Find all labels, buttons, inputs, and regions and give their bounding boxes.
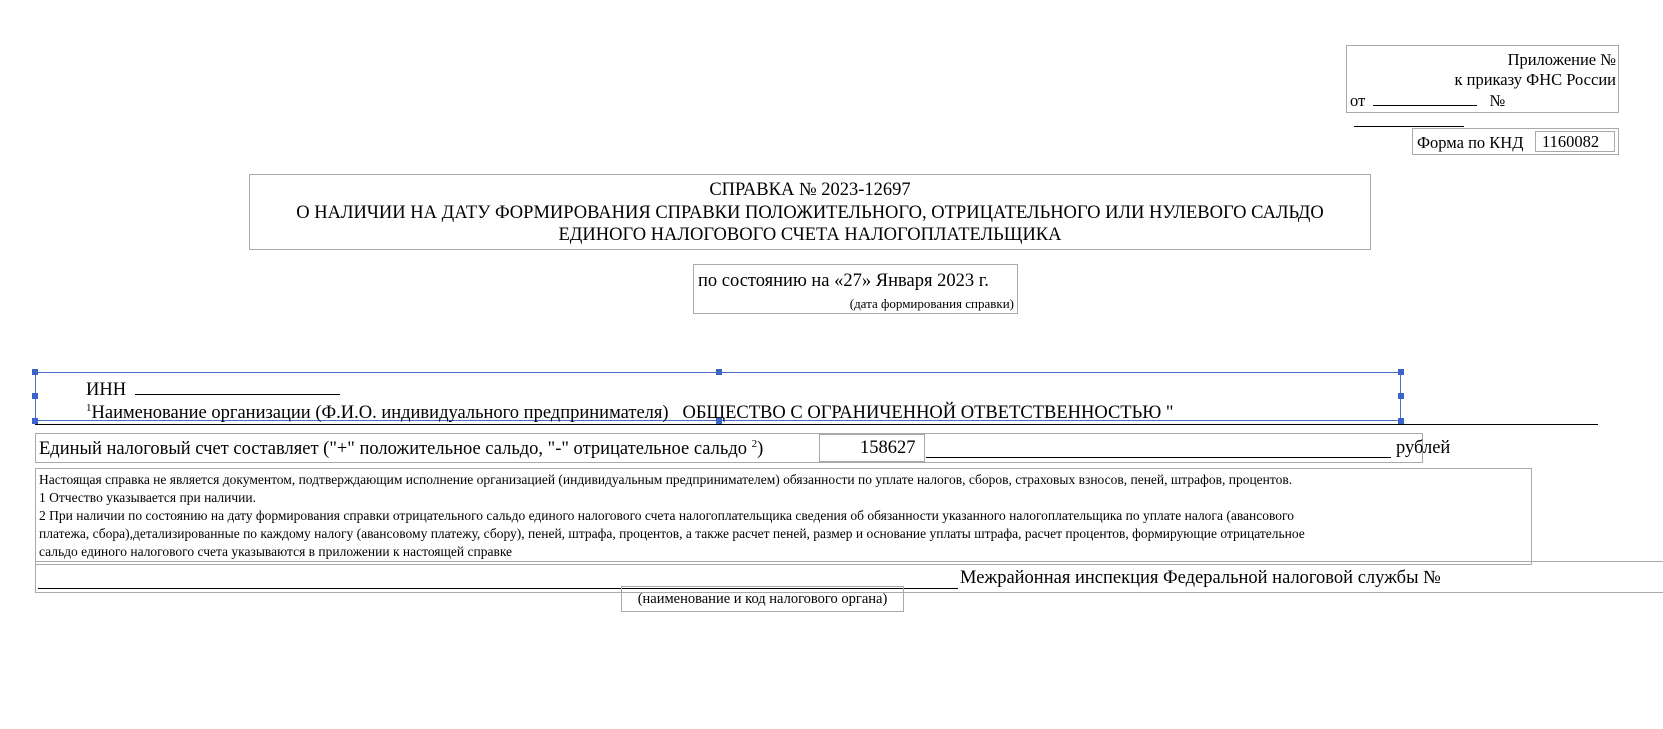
note-line: 2 При наличии по состоянию на дату формирования справки отрицательного сальдо единого налогового счета налогоплательщика сведения об обязанности указанного налогоплательщика по уплате налога (авансового [39,508,1294,523]
inn-label: ИНН [86,380,127,400]
org-name-label: Наименование организации (Ф.И.О. индивидуального предпринимателя) [91,403,669,424]
note-line: платежа, сбора),детализированные по каждому налогу (авансовому платежу, сбору), пеней, штрафа, процентов, а также расчет пеней, размер и основание уплаты штрафа, расчет процентов, формирующие отрицательное [39,526,1305,541]
footnote-mark: 2 [751,438,758,450]
balance-label-close: ) [757,439,764,460]
certificate-title-line: О НАЛИЧИИ НА ДАТУ ФОРМИРОВАНИЯ СПРАВКИ ПОЛОЖИТЕЛЬНОГО, ОТРИЦАТЕЛЬНОГО ИЛИ НУЛЕВОГО САЛЬДО [296,202,1324,223]
appendix-no-label: № [1489,91,1506,110]
note-line: сальдо единого налогового счета указываются в приложении к настоящей справке [39,544,513,559]
divider [35,424,1598,425]
appendix-box [1346,45,1619,113]
currency-label: рублей [1396,438,1451,458]
appendix-from-label: от [1350,91,1366,110]
resize-handle[interactable] [1398,393,1404,399]
appendix-title: Приложение № [1507,50,1616,69]
tax-authority-caption: (наименование и код налогового органа) [621,586,904,612]
tax-authority-name: Межрайонная инспекция Федеральной налоговой службы № [960,568,1441,588]
inn-row [86,379,340,401]
knd-code-field[interactable]: 1160082 [1535,131,1615,152]
note-line: 1 Отчество указывается при наличии. [39,490,256,505]
report-date: по состоянию на «27» Января 2023 г. [698,271,989,291]
certificate-number: СПРАВКА № 2023-12697 [709,180,911,200]
resize-handle[interactable] [1398,369,1404,375]
report-date-caption: (дата формирования справки) [849,296,1014,311]
appendix-order: к приказу ФНС России [1454,70,1616,89]
resize-handle[interactable] [716,369,722,375]
balance-label [39,438,763,460]
appendix-date-blank [1373,90,1477,106]
resize-handle[interactable] [32,393,38,399]
appendix-number-blank [1354,111,1464,127]
balance-label-text: Единый налоговый счет составляет ("+" положительное сальдо, "-" отрицательное сальдо [39,439,752,460]
certificate-title-box [249,174,1371,250]
note-line: Настоящая справка не является документом, подтверждающим исполнение организацией (индивидуальным предпринимателем) обязанности по уплате налогов, сборов, страховых взносов, пеней, штрафов, процентов. [39,472,1293,487]
footnote-mark: 1 [86,402,92,414]
resize-handle[interactable] [32,369,38,375]
certificate-title-line: ЕДИНОГО НАЛОГОВОГО СЧЕТА НАЛОГОПЛАТЕЛЬЩИКА [558,225,1062,245]
appendix-from-row [1350,90,1618,132]
notes-box [35,468,1532,565]
balance-amount-field[interactable]: 158627 [819,434,925,462]
knd-label: Форма по КНД [1417,133,1524,152]
org-name-row [86,402,1173,424]
balance-row [35,433,1451,463]
date-box [693,264,1018,314]
amount-underline [926,457,1391,458]
knd-box [1412,128,1619,155]
org-name-value: ОБЩЕСТВО С ОГРАНИЧЕННОЙ ОТВЕТСТВЕННОСТЬЮ " [682,403,1174,424]
inn-blank[interactable] [135,379,340,395]
